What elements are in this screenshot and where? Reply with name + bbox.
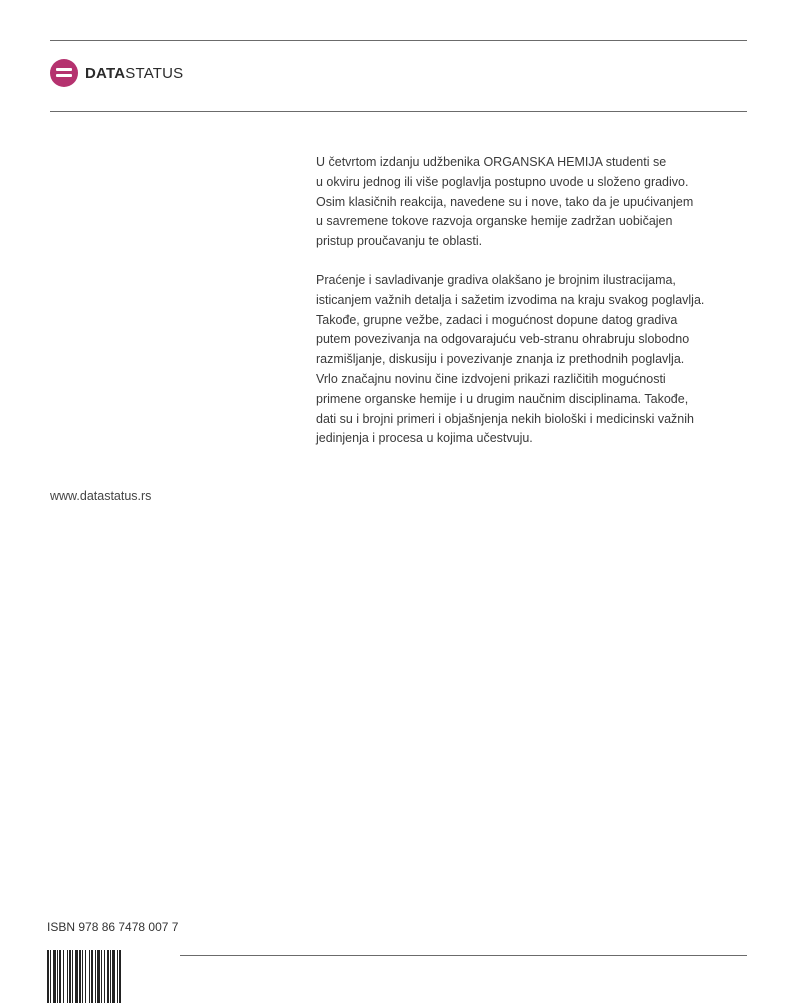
datastatus-logo-icon: [50, 59, 78, 87]
bottom-divider: [180, 955, 747, 956]
barcode-bar: [67, 950, 68, 1003]
text-line: pristup proučavanju te oblasti.: [316, 234, 483, 249]
barcode-bar: [91, 950, 93, 1003]
description-paragraph-1: [316, 153, 756, 252]
text-line: putem povezivanja na odgovarajuću veb-stranu ohrabruju slobodno: [316, 332, 690, 347]
book-description: [316, 153, 756, 468]
barcode-bar: [59, 950, 61, 1003]
publisher-logo: [50, 59, 183, 87]
publisher-website: www.datastatus.rs: [50, 489, 152, 503]
text-line: Praćenje i savladivanje gradiva olakšano je brojnim ilustracijama,: [316, 272, 676, 287]
barcode-bar: [69, 950, 71, 1003]
barcode-bar: [47, 950, 49, 1003]
barcode-bar: [104, 950, 105, 1003]
barcode-bar: [89, 950, 90, 1003]
barcode-bar: [82, 950, 83, 1003]
barcode-bar: [97, 950, 100, 1003]
header-divider: [50, 111, 747, 112]
text-line: Takođe, grupne vežbe, zadaci i mogućnost dopune datog gradiva: [316, 312, 678, 327]
barcode-bar: [117, 950, 118, 1003]
barcode-image: [47, 950, 175, 1003]
publisher-name-regular: STATUS: [125, 64, 184, 82]
text-line: isticanjem važnih detalja i sažetim izvodima na kraju svakog poglavlja.: [316, 292, 705, 307]
text-line: Osim klasičnih reakcija, navedene su i nove, tako da je upućivanjem: [316, 194, 694, 209]
text-line: razmišljanje, diskusiju i povezivanje znanja iz prethodnih poglavlja.: [316, 352, 685, 367]
barcode-bar: [72, 950, 73, 1003]
barcode-bar: [85, 950, 86, 1003]
barcode-bar: [107, 950, 109, 1003]
text-line: Vrlo značajnu novinu čine izdvojeni prikazi različitih mogućnosti: [316, 371, 666, 386]
description-paragraph-2: [316, 271, 756, 449]
barcode-bar: [53, 950, 56, 1003]
barcode-bar: [95, 950, 96, 1003]
text-line: U četvrtom izdanju udžbenika ORGANSKA HEMIJA studenti se: [316, 155, 667, 169]
barcode-bar: [79, 950, 81, 1003]
text-line: dati su i brojni primeri i objašnjenja nekih biološki i medicinski važnih: [316, 411, 694, 426]
isbn-number: ISBN 978 86 7478 007 7: [47, 920, 179, 934]
text-line: u savremene tokove razvoja organske hemije zadržan uobičajen: [316, 214, 673, 229]
text-line: primene organske hemije i u drugim naučnim disciplinama. Takođe,: [316, 391, 689, 406]
barcode-bar: [101, 950, 102, 1003]
barcode-bar: [110, 950, 111, 1003]
text-line: u okviru jednog ili više poglavlja postupno uvode u složeno gradivo.: [316, 174, 689, 189]
barcode-bar: [57, 950, 58, 1003]
barcode-bar: [119, 950, 121, 1003]
barcode-bar: [75, 950, 78, 1003]
top-divider: [50, 40, 747, 41]
barcode-bar: [50, 950, 51, 1003]
barcode-bar: [112, 950, 115, 1003]
publisher-name: [85, 65, 183, 82]
text-line: jedinjenja i procesa u kojima učestvuju.: [316, 431, 533, 446]
publisher-name-bold: DATA: [85, 64, 126, 82]
barcode-bar: [63, 950, 64, 1003]
